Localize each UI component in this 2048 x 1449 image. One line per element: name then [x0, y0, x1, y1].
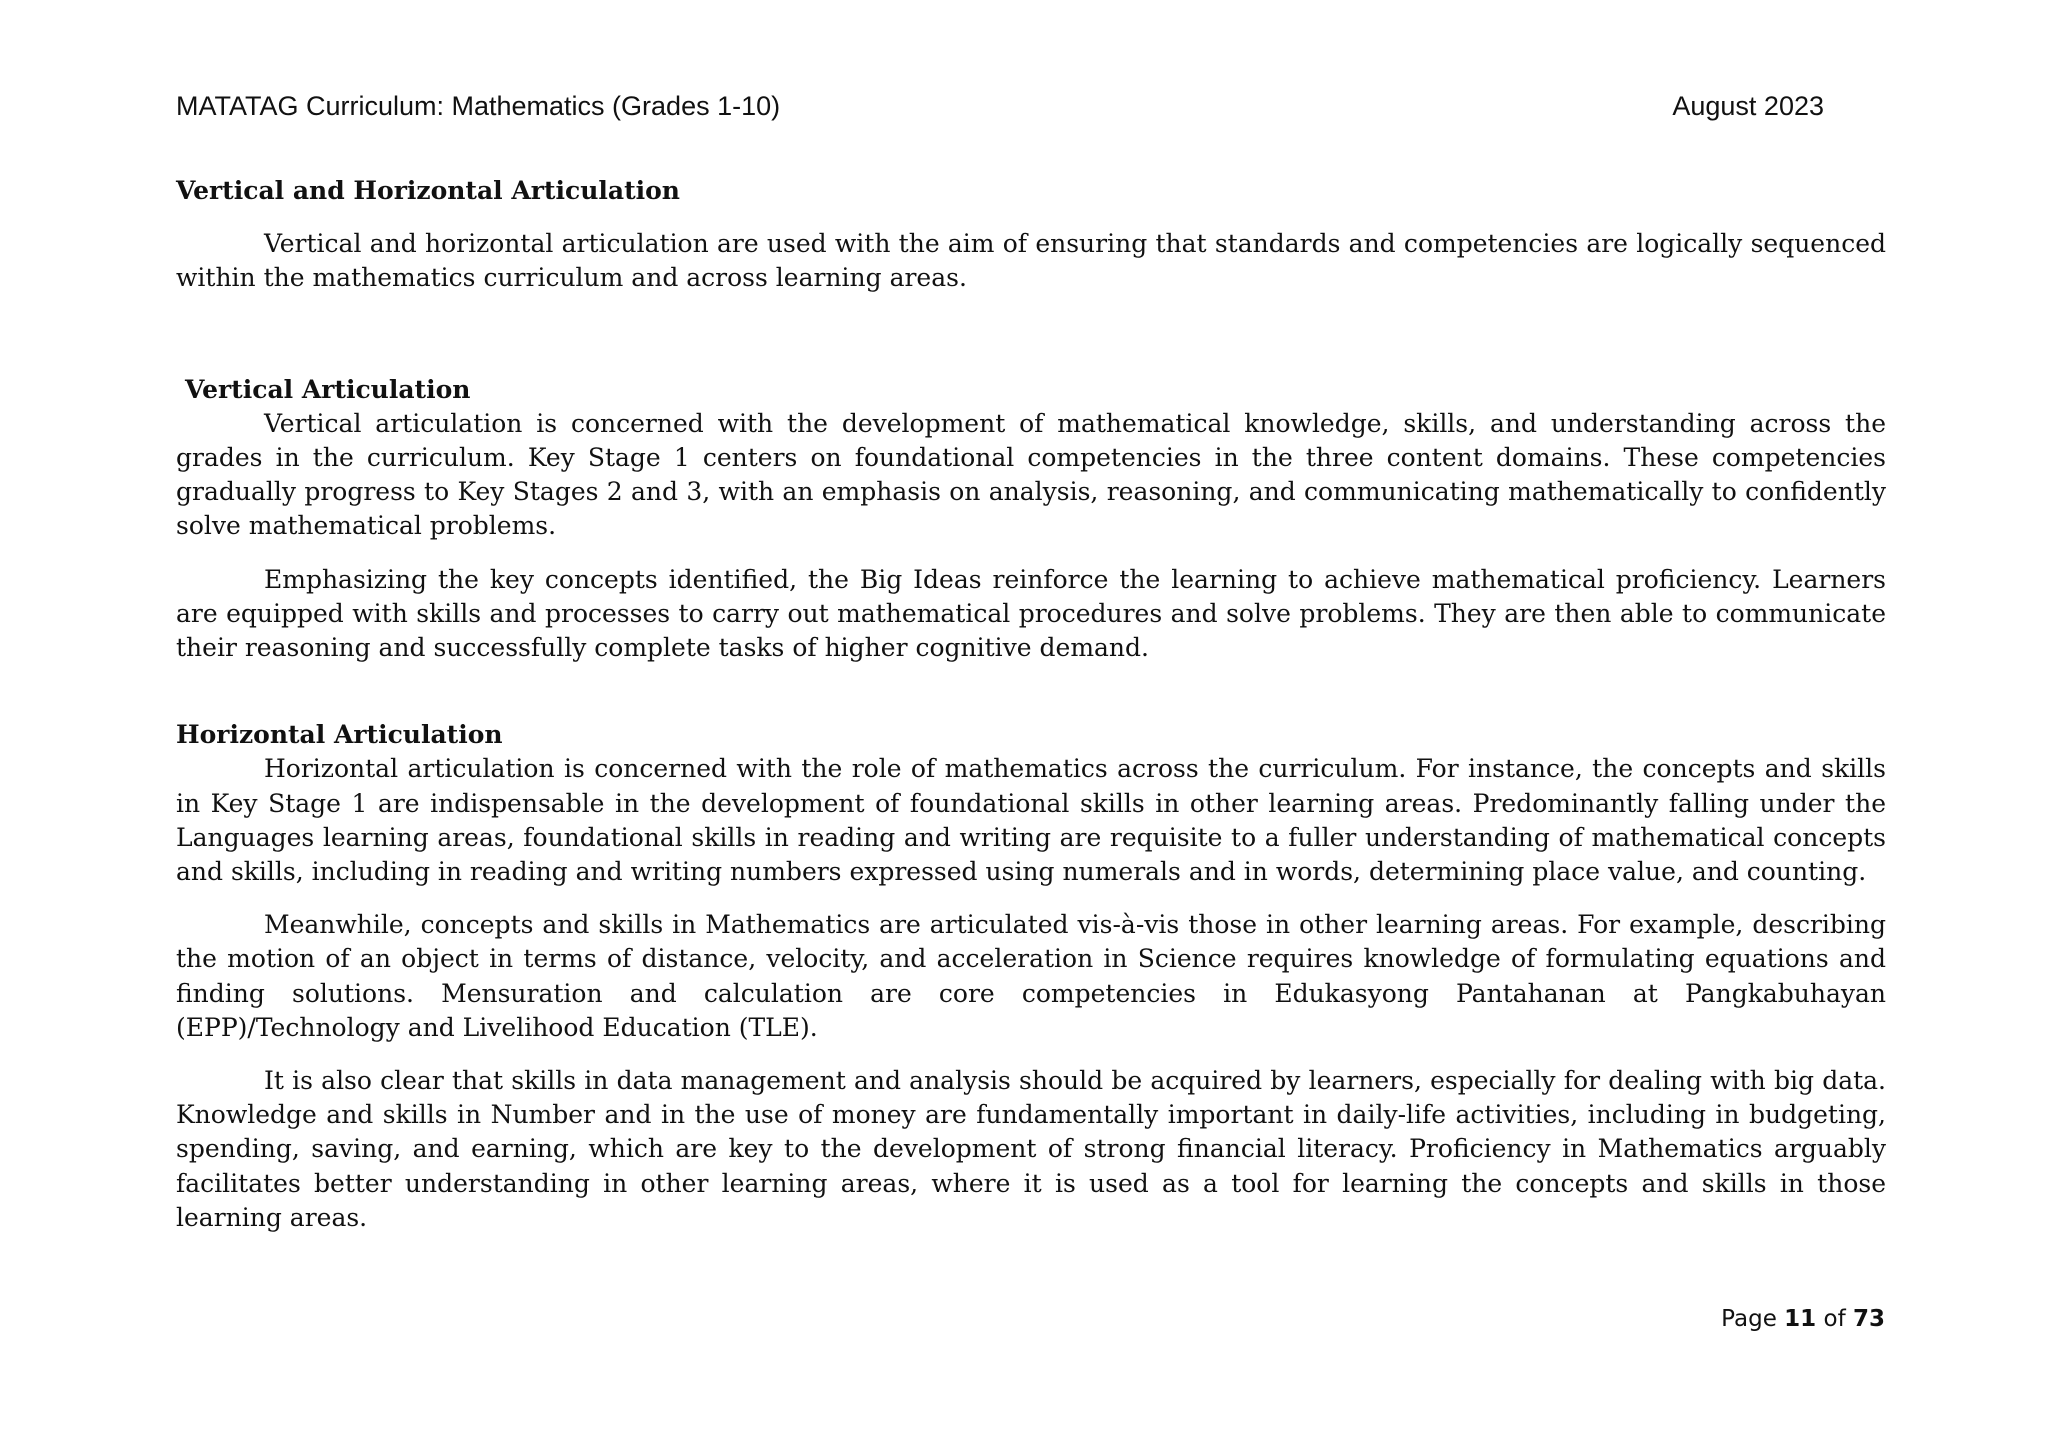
paragraph-horizontal-1: Horizontal articulation is concerned with the role of mathematics across the curriculum. For instance, the concepts and skills in Key Stage 1 are indispensable in the development of foundational skills in other learning areas. Predominantly falling under the Languages learning areas, foundational skills in reading and writing are requisite to a fuller understanding of mathematical concepts and skills, including in reading and writing numbers expressed using numerals and in words, determining place value, and counting.: [176, 754, 1886, 887]
current-page-number: 11: [1784, 1306, 1817, 1332]
paragraph-vertical-1: Vertical articulation is concerned with the development of mathematical knowledge, skills, and understanding across the grades in the curriculum. Key Stage 1 centers on foundational competencies in the three content domains. These competencies gradually progress to Key Stages 2 and 3, with an emphasis on analysis, reasoning, and communicating mathematically to confidently solve mathematical problems.: [176, 408, 1886, 541]
document-date: August 2023: [1672, 91, 1824, 121]
of-word: of: [1823, 1306, 1846, 1332]
paragraph-intro: Vertical and horizontal articulation are used with the aim of ensuring that standards and competencies are logically sequenced within the mathematics curriculum and across learning areas.: [176, 229, 1886, 293]
section-heading-horizontal: Horizontal Articulation: [176, 720, 503, 750]
total-pages-number: 73: [1852, 1306, 1885, 1332]
section-heading-articulation: Vertical and Horizontal Articulation: [176, 176, 680, 205]
section-heading-vertical: Vertical Articulation: [185, 374, 471, 404]
paragraph-horizontal-2: Meanwhile, concepts and skills in Mathematics are articulated vis-à-vis those in other learning areas. For example, describing the motion of an object in terms of distance, velocity, and acceleration in Science requires knowledge of formulating equations and finding solutions. Mensuration and calculation are core competencies in Edukasyong Pantahanan at Pangkabuhayan (EPP)/Technology and Livelihood Education (TLE).: [176, 910, 1886, 1042]
paragraph-horizontal-3: It is also clear that skills in data management and analysis should be acquired by learners, especially for dealing with big data. Knowledge and skills in Number and in the use of money are fundamentally important in daily-life activities, including in budgeting, spending, saving, and earning, which are key to the development of strong financial literacy. Proficiency in Mathematics arguably facilitates better understanding in other learning areas, where it is used as a tool for learning the concepts and skills in those learning areas.: [176, 1066, 1886, 1232]
page-word: Page: [1721, 1306, 1777, 1332]
document-title: MATATAG Curriculum: Mathematics (Grades 1-10): [176, 91, 781, 121]
page-header: [176, 86, 1824, 126]
page-content: [176, 174, 1886, 1235]
paragraph-vertical-2: Emphasizing the key concepts identified, the Big Ideas reinforce the learning to achieve mathematical proficiency. Learners are equipped with skills and processes to carry out mathematical procedures and solve problems. They are then able to communicate their reasoning and successfully complete tasks of higher cognitive demand.: [176, 564, 1886, 663]
page-number: [1721, 1302, 1885, 1336]
